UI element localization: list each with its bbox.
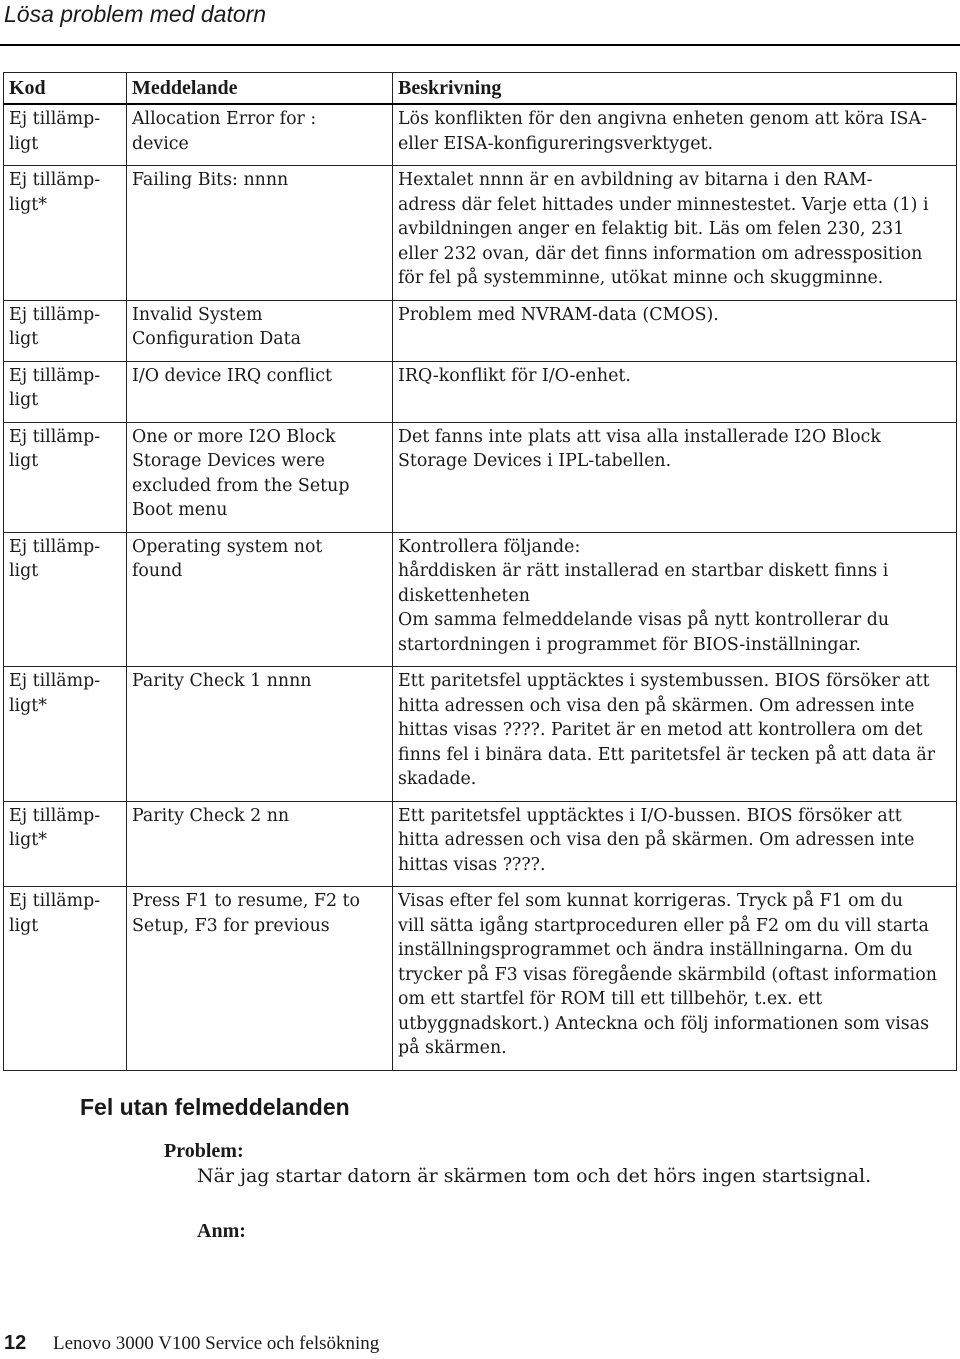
- description-cell: Det fanns inte plats att visa alla installerade I2O Block Storage Devices i IPL-tabellen.: [393, 422, 957, 532]
- table-header-row: [4, 73, 957, 105]
- table-row: [4, 887, 957, 1071]
- column-header-code: Kod: [4, 73, 127, 105]
- message-cell: Operating system not found: [127, 532, 393, 667]
- message-cell: One or more I2O Block Storage Devices were excluded from the Setup Boot menu: [127, 422, 393, 532]
- description-cell: IRQ-konflikt för I/O-enhet.: [393, 361, 957, 422]
- description-cell: Kontrollera följande: hårddisken är rätt installerad en startbar diskett finns i diskettenheten Om samma felmeddelande visas på nytt kontrollerar du startordningen i programmet för BIOS-inställningar.: [393, 532, 957, 667]
- code-cell: Ej tillämp- ligt: [4, 104, 127, 166]
- footer-book-title: Lenovo 3000 V100 Service och felsökning: [53, 1333, 380, 1354]
- column-header-description: Beskrivning: [393, 73, 957, 105]
- code-cell: Ej tillämp- ligt: [4, 532, 127, 667]
- message-cell: Allocation Error for : device: [127, 104, 393, 166]
- table-row: [4, 104, 957, 166]
- description-cell: Hextalet nnnn är en avbildning av bitarna i den RAM- adress där felet hittades under minnestestet. Varje etta (1) i avbildningen anger en felaktig bit. Läs om felen 230, 231 eller 232 ovan, där det finns information om adressposition för fel på systemminne, utökat minne och skuggminne.: [393, 166, 957, 301]
- description-cell: Visas efter fel som kunnat korrigeras. Tryck på F1 om du vill sätta igång startproceduren eller på F2 om du vill starta inställningsprogrammet och ändra inställningarna. Om du trycker på F3 visas föregående skärmbild (oftast information om ett startfel för ROM till ett tillbehör, t.ex. ett utbyggnadskort.) Anteckna och följ informationen som visas på skärmen.: [393, 887, 957, 1071]
- page-number: 12: [4, 1332, 27, 1354]
- table-row: [4, 667, 957, 802]
- table-row: [4, 166, 957, 301]
- message-cell: Failing Bits: nnnn: [127, 166, 393, 301]
- problem-label: Problem:: [164, 1140, 244, 1162]
- description-cell: Ett paritetsfel upptäcktes i I/O-bussen. BIOS försöker att hitta adressen och visa den på skärmen. Om adressen inte hittas visas ????.: [393, 801, 957, 887]
- column-header-message: Meddelande: [127, 73, 393, 105]
- code-cell: Ej tillämp- ligt*: [4, 667, 127, 802]
- code-cell: Ej tillämp- ligt: [4, 422, 127, 532]
- code-cell: Ej tillämp- ligt: [4, 887, 127, 1071]
- section-heading: Fel utan felmeddelanden: [80, 1094, 350, 1120]
- message-cell: Parity Check 2 nn: [127, 801, 393, 887]
- message-cell: Invalid System Configuration Data: [127, 300, 393, 361]
- table-row: [4, 361, 957, 422]
- message-cell: Press F1 to resume, F2 to Setup, F3 for previous: [127, 887, 393, 1071]
- table-row: [4, 300, 957, 361]
- message-cell: I/O device IRQ conflict: [127, 361, 393, 422]
- table-row: [4, 422, 957, 532]
- code-cell: Ej tillämp- ligt*: [4, 166, 127, 301]
- code-cell: Ej tillämp- ligt*: [4, 801, 127, 887]
- message-cell: Parity Check 1 nnnn: [127, 667, 393, 802]
- header-rule: [0, 44, 960, 46]
- description-cell: Lös konflikten för den angivna enheten genom att köra ISA- eller EISA-konfigureringsverktyget.: [393, 104, 957, 166]
- problem-text: När jag startar datorn är skärmen tom och det hörs ingen startsignal.: [197, 1165, 872, 1187]
- error-code-table: [3, 72, 957, 1071]
- description-cell: Problem med NVRAM-data (CMOS).: [393, 300, 957, 361]
- running-head-title: Lösa problem med datorn: [4, 1, 267, 27]
- note-label: Anm:: [197, 1220, 246, 1242]
- table-row: [4, 801, 957, 887]
- table-row: [4, 532, 957, 667]
- code-cell: Ej tillämp- ligt: [4, 300, 127, 361]
- code-cell: Ej tillämp- ligt: [4, 361, 127, 422]
- description-cell: Ett paritetsfel upptäcktes i systembussen. BIOS försöker att hitta adressen och visa den på skärmen. Om adressen inte hittas visas ????. Paritet är en metod att kontrollera om det finns fel i binära data. Ett paritetsfel är tecken på att data är skadade.: [393, 667, 957, 802]
